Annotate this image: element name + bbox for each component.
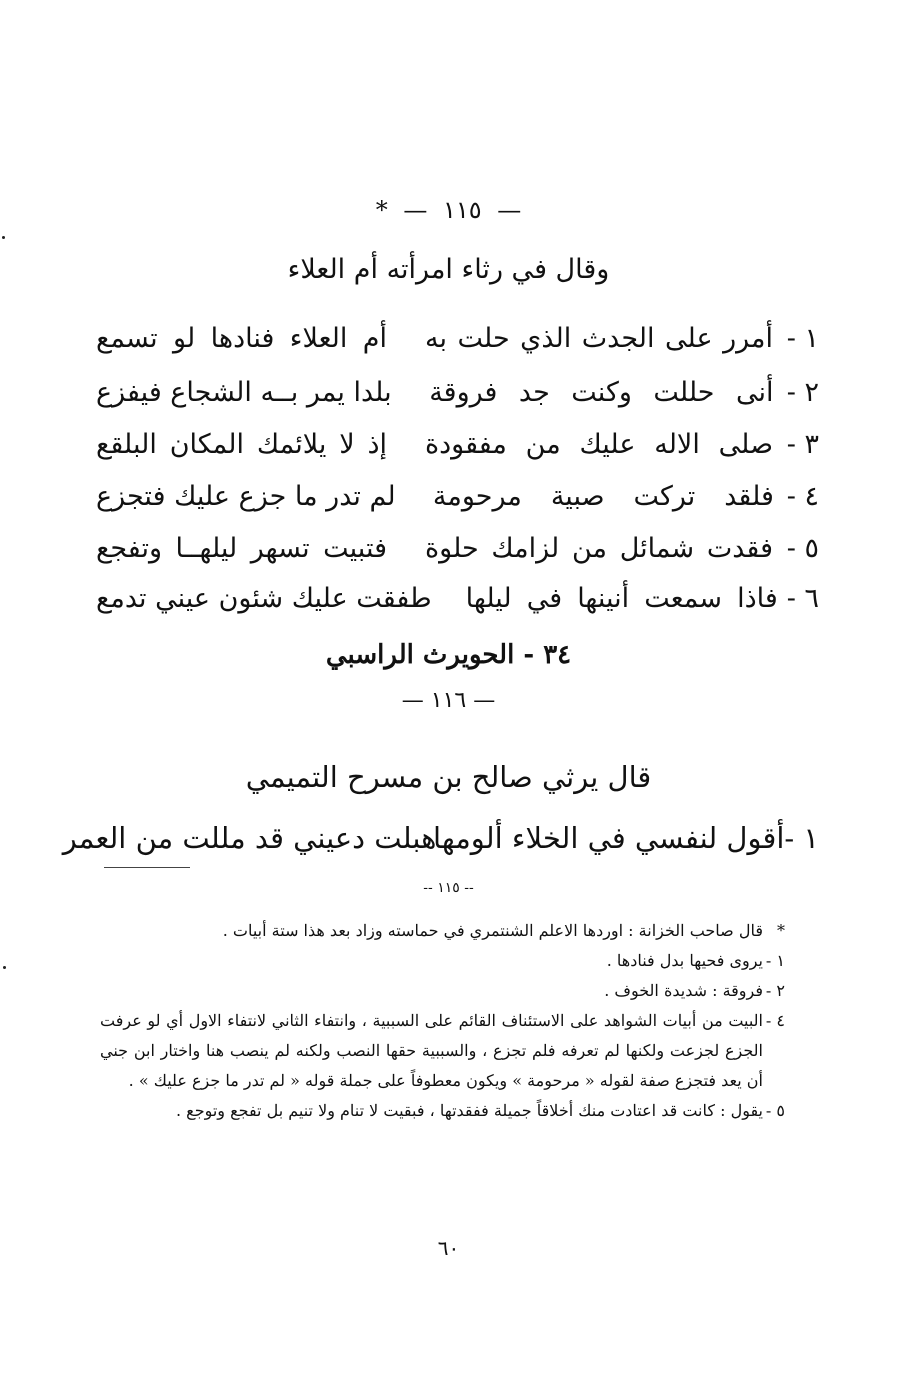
scan-speck bbox=[3, 966, 6, 969]
poem-intro: وقال في رثاء امرأته أم العلاء bbox=[287, 254, 610, 285]
verse-first-hemistich: أمرر على الجدث الذي حلت به bbox=[425, 322, 773, 354]
verse-second-hemistich: بلدا يمر بــه الشجاع فيفزع bbox=[96, 376, 392, 408]
footnote-text: قال صاحب الخزانة : اوردها الاعلم الشنتمري في حماسته وزاد بعد هذا ستة أبيات . bbox=[222, 921, 763, 940]
footnote-number: ١ - bbox=[765, 951, 785, 970]
verse-first-hemistich: صلى الاله عليك من مفقودة bbox=[425, 428, 773, 460]
poem-number-header bbox=[0, 196, 897, 224]
footnote-number: ٢ - bbox=[765, 981, 785, 1000]
verse-number: ٥ - bbox=[786, 532, 819, 564]
footnotes bbox=[100, 916, 785, 1126]
footnote-text: يروى فحيها بدل فنادها . bbox=[606, 951, 763, 970]
scan-speck bbox=[2, 236, 5, 239]
verse-first-hemistich: فاذا سمعت أنينها في ليلها bbox=[465, 582, 778, 614]
verse-second-hemistich: فتبيت تسهر ليلهــا وتفجع bbox=[96, 532, 387, 564]
verse-row bbox=[96, 576, 819, 620]
asterisk-mark: * bbox=[375, 196, 388, 224]
footnote-text: فروقة : شديدة الخوف . bbox=[604, 981, 763, 1000]
verse-first-hemistich: أنى حللت وكنت جد فروقة bbox=[429, 376, 774, 408]
header-dash-right: — bbox=[497, 196, 522, 224]
verse-number: ٦ - bbox=[786, 582, 819, 614]
poem-number: ١١٦ bbox=[430, 688, 467, 713]
verse-row bbox=[96, 316, 819, 360]
poem-number-header bbox=[0, 688, 897, 713]
verse-number: ١ - bbox=[786, 322, 819, 354]
verse-number: ١ - bbox=[784, 821, 819, 855]
header-dash-left: — bbox=[401, 688, 424, 713]
poem-intro: قال يرثي صالح بن مسرح التميمي bbox=[245, 760, 652, 794]
verse-row bbox=[96, 474, 819, 518]
verse-number: ٣ - bbox=[786, 428, 819, 460]
header-dash-right: — bbox=[473, 688, 496, 713]
verse-number: ٤ - bbox=[786, 480, 819, 512]
footnote-number: * bbox=[777, 921, 785, 940]
footnote bbox=[100, 946, 785, 976]
verse-row bbox=[96, 526, 819, 570]
footnote-marker: -- ١١٥ -- bbox=[423, 880, 474, 896]
verse-second-hemistich: هبلت دعيني قد مللت من العمر bbox=[62, 821, 437, 855]
header-dash-left: — bbox=[403, 196, 428, 224]
footnote-text: البيت من أبيات الشواهد على الاستئناف القائم على السببية ، وانتفاء الثاني لانتفاء الاول أي لو عرفت الجزع لجزعت ولكنها لم تعرفه فلم تجزع ، والسببية حقها النصب ولكنه لم ينصب هنا واختار ابن جني أن يعد فتجزع صفة لقوله « مرحومة » ويكون معطوفاً على جملة قوله « لم تدر ما جزع عليك » . bbox=[100, 1011, 763, 1090]
poem-number: ١١٥ bbox=[442, 196, 482, 224]
footnote-number: ٥ - bbox=[765, 1101, 785, 1120]
verse-second-hemistich: إذ لا يلائمك المكان البلقع bbox=[96, 428, 387, 460]
footnote-number: ٤ - bbox=[765, 1011, 785, 1030]
verse-second-hemistich: أم العلاء فنادها لو تسمع bbox=[96, 322, 387, 354]
verse-row bbox=[96, 422, 819, 466]
verse-first-hemistich: فلقد تركت صبية مرحومة bbox=[432, 480, 774, 512]
verse-second-hemistich: لم تدر ما جزع عليك فتجزع bbox=[96, 480, 396, 512]
footnote bbox=[100, 976, 785, 1006]
footnote bbox=[100, 916, 785, 946]
verse-number: ٢ - bbox=[786, 376, 819, 408]
section-title: ٣٤ - الحويرث الراسبي bbox=[325, 640, 572, 670]
verse-second-hemistich: طفقت عليك شئون عيني تدمع bbox=[96, 582, 432, 614]
page-number: ٦٠ bbox=[437, 1236, 460, 1260]
verse-first-hemistich: أقول لنفسي في الخلاء ألومها bbox=[433, 821, 785, 855]
footnote-separator bbox=[104, 867, 190, 868]
footnote-text: يقول : كانت قد اعتادت منك أخلاقاً جميلة ففقدتها ، فبقيت لا تنام ولا تنيم بل تفجع وتوجع . bbox=[176, 1101, 763, 1120]
verse-row bbox=[96, 370, 819, 414]
verse-first-hemistich: فقدت شمائل من لزامك حلوة bbox=[425, 532, 773, 564]
verse-row bbox=[62, 816, 819, 860]
footnote bbox=[100, 1096, 785, 1126]
footnote bbox=[100, 1006, 785, 1096]
